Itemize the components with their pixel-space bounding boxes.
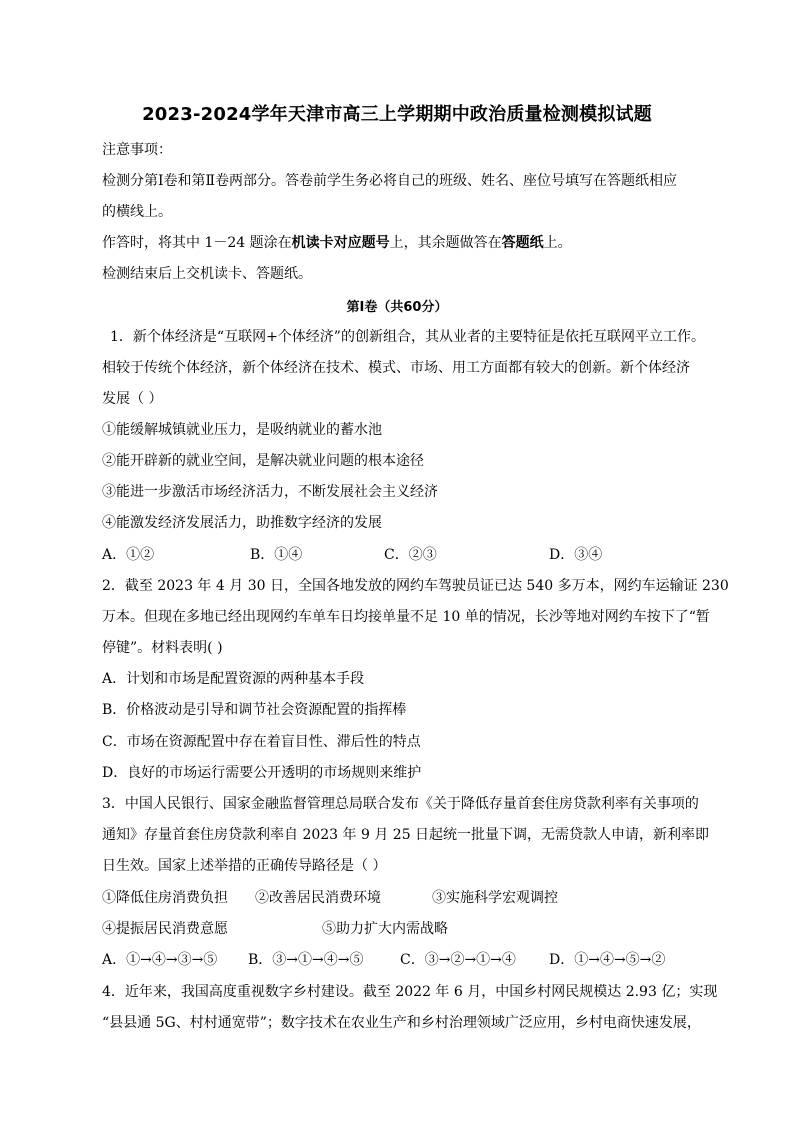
q3-statement-4: ④提振居民消费意愿 bbox=[102, 921, 228, 937]
q3-line-1: 3．中国人民银行、国家金融监督管理总局联合发布《关于降低存量首套住房贷款利率有关事项的 bbox=[102, 796, 699, 812]
notice-line-3-part-c: 上，其余题做答在 bbox=[389, 235, 502, 251]
q1-statement-4: ④能激发经济发展活力，助推数字经济的发展 bbox=[102, 515, 382, 531]
q3-option-d: D．①→④→⑤→② bbox=[549, 952, 666, 968]
q3-line-3: 日生效。国家上述举措的正确传导路径是（ ） bbox=[102, 858, 387, 874]
notice-line-3 bbox=[102, 234, 572, 252]
q2-option-d: D．良好的市场运行需要公开透明的市场规则来维护 bbox=[102, 765, 422, 781]
notice-line-3-bold-a: 机读卡对应题号 bbox=[291, 235, 390, 251]
notice-line-3-part-e: 上。 bbox=[543, 235, 572, 251]
q2-line-1: 2．截至 2023 年 4 月 30 日，全国各地发放的网约车驾驶员证已达 540 多万本，网约车运输证 230 bbox=[102, 578, 729, 594]
q1-statement-3: ③能进一步激活市场经济活力，不断发展社会主义经济 bbox=[102, 484, 438, 500]
q3-statement-1: ①降低住房消费负担 bbox=[102, 890, 228, 906]
q1-option-a: A．①② bbox=[102, 547, 155, 563]
q1-statement-2: ②能开辟新的就业空间，是解决就业问题的根本途径 bbox=[102, 453, 424, 469]
q3-line-2: 通知》存量首套住房贷款利率自 2023 年 9 月 25 日起统一批量下调，无需贷款人申请，新利率即 bbox=[102, 827, 710, 843]
q4-line-1: 4．近年来，我国高度重视数字乡村建设。截至 2022 年 6 月，中国乡村网民规模达 2.93 亿；实现 bbox=[102, 984, 718, 1000]
notice-heading: 注意事项： bbox=[102, 142, 172, 158]
notice-line-3-part-a: 作答时，将其中 1－24 题涂在 bbox=[102, 235, 292, 251]
exam-title: 2023-2024学年天津市高三上学期期中政治质量检测模拟试题 bbox=[142, 104, 652, 125]
notice-line-3-bold-b: 答题纸 bbox=[501, 235, 544, 251]
q2-option-a: A．计划和市场是配置资源的两种基本手段 bbox=[102, 671, 365, 687]
q3-option-c: C．③→②→①→④ bbox=[400, 952, 516, 968]
q2-line-3: 停键”。材料表明( ) bbox=[102, 640, 223, 656]
section-title: 第Ⅰ卷（共60分） bbox=[346, 300, 448, 315]
q2-line-2: 万本。但现在多地已经出现网约车单车日均接单量不足 10 单的情况，长沙等地对网约车按下了“暂 bbox=[102, 609, 710, 625]
notice-line-4: 检测结束后上交机读卡、答题纸。 bbox=[102, 266, 312, 282]
q3-option-a: A．①→④→③→⑤ bbox=[102, 952, 218, 968]
q2-option-b: B．价格波动是引导和调节社会资源配置的指挥棒 bbox=[102, 702, 407, 718]
q1-option-d: D．③④ bbox=[549, 547, 603, 563]
notice-line-1: 检测分第Ⅰ卷和第Ⅱ卷两部分。答卷前学生务必将自己的班级、姓名、座位号填写在答题纸相应 bbox=[102, 173, 678, 189]
q1-option-c: C．②③ bbox=[384, 547, 437, 563]
q1-option-b: B．①④ bbox=[250, 547, 303, 563]
notice-line-2: 的横线上。 bbox=[102, 204, 172, 220]
q3-option-b: B．③→①→④→⑤ bbox=[248, 952, 364, 968]
q3-statement-2: ②改善居民消费环境 bbox=[255, 890, 381, 906]
q1-line-1: 1．新个体经济是“互联网+个体经济”的创新组合，其从业者的主要特征是依托互联网平立工作。 bbox=[110, 329, 705, 345]
q1-statement-1: ①能缓解城镇就业压力，是吸纳就业的蓄水池 bbox=[102, 422, 382, 438]
q2-option-c: C．市场在资源配置中存在着盲目性、滞后性的特点 bbox=[102, 734, 421, 750]
q1-line-3: 发展（ ） bbox=[102, 391, 163, 407]
q3-statement-5: ⑤助力扩大内需战略 bbox=[322, 921, 448, 937]
q4-line-2: “县县通 5G、村村通宽带”；数字技术在农业生产和乡村治理领域广泛应用，乡村电商快速发展， bbox=[102, 1015, 701, 1031]
q1-line-2: 相较于传统个体经济，新个体经济在技术、模式、市场、用工方面都有较大的创新。新个体经济 bbox=[102, 360, 690, 376]
q3-statement-3: ③实施科学宏观调控 bbox=[432, 890, 558, 906]
